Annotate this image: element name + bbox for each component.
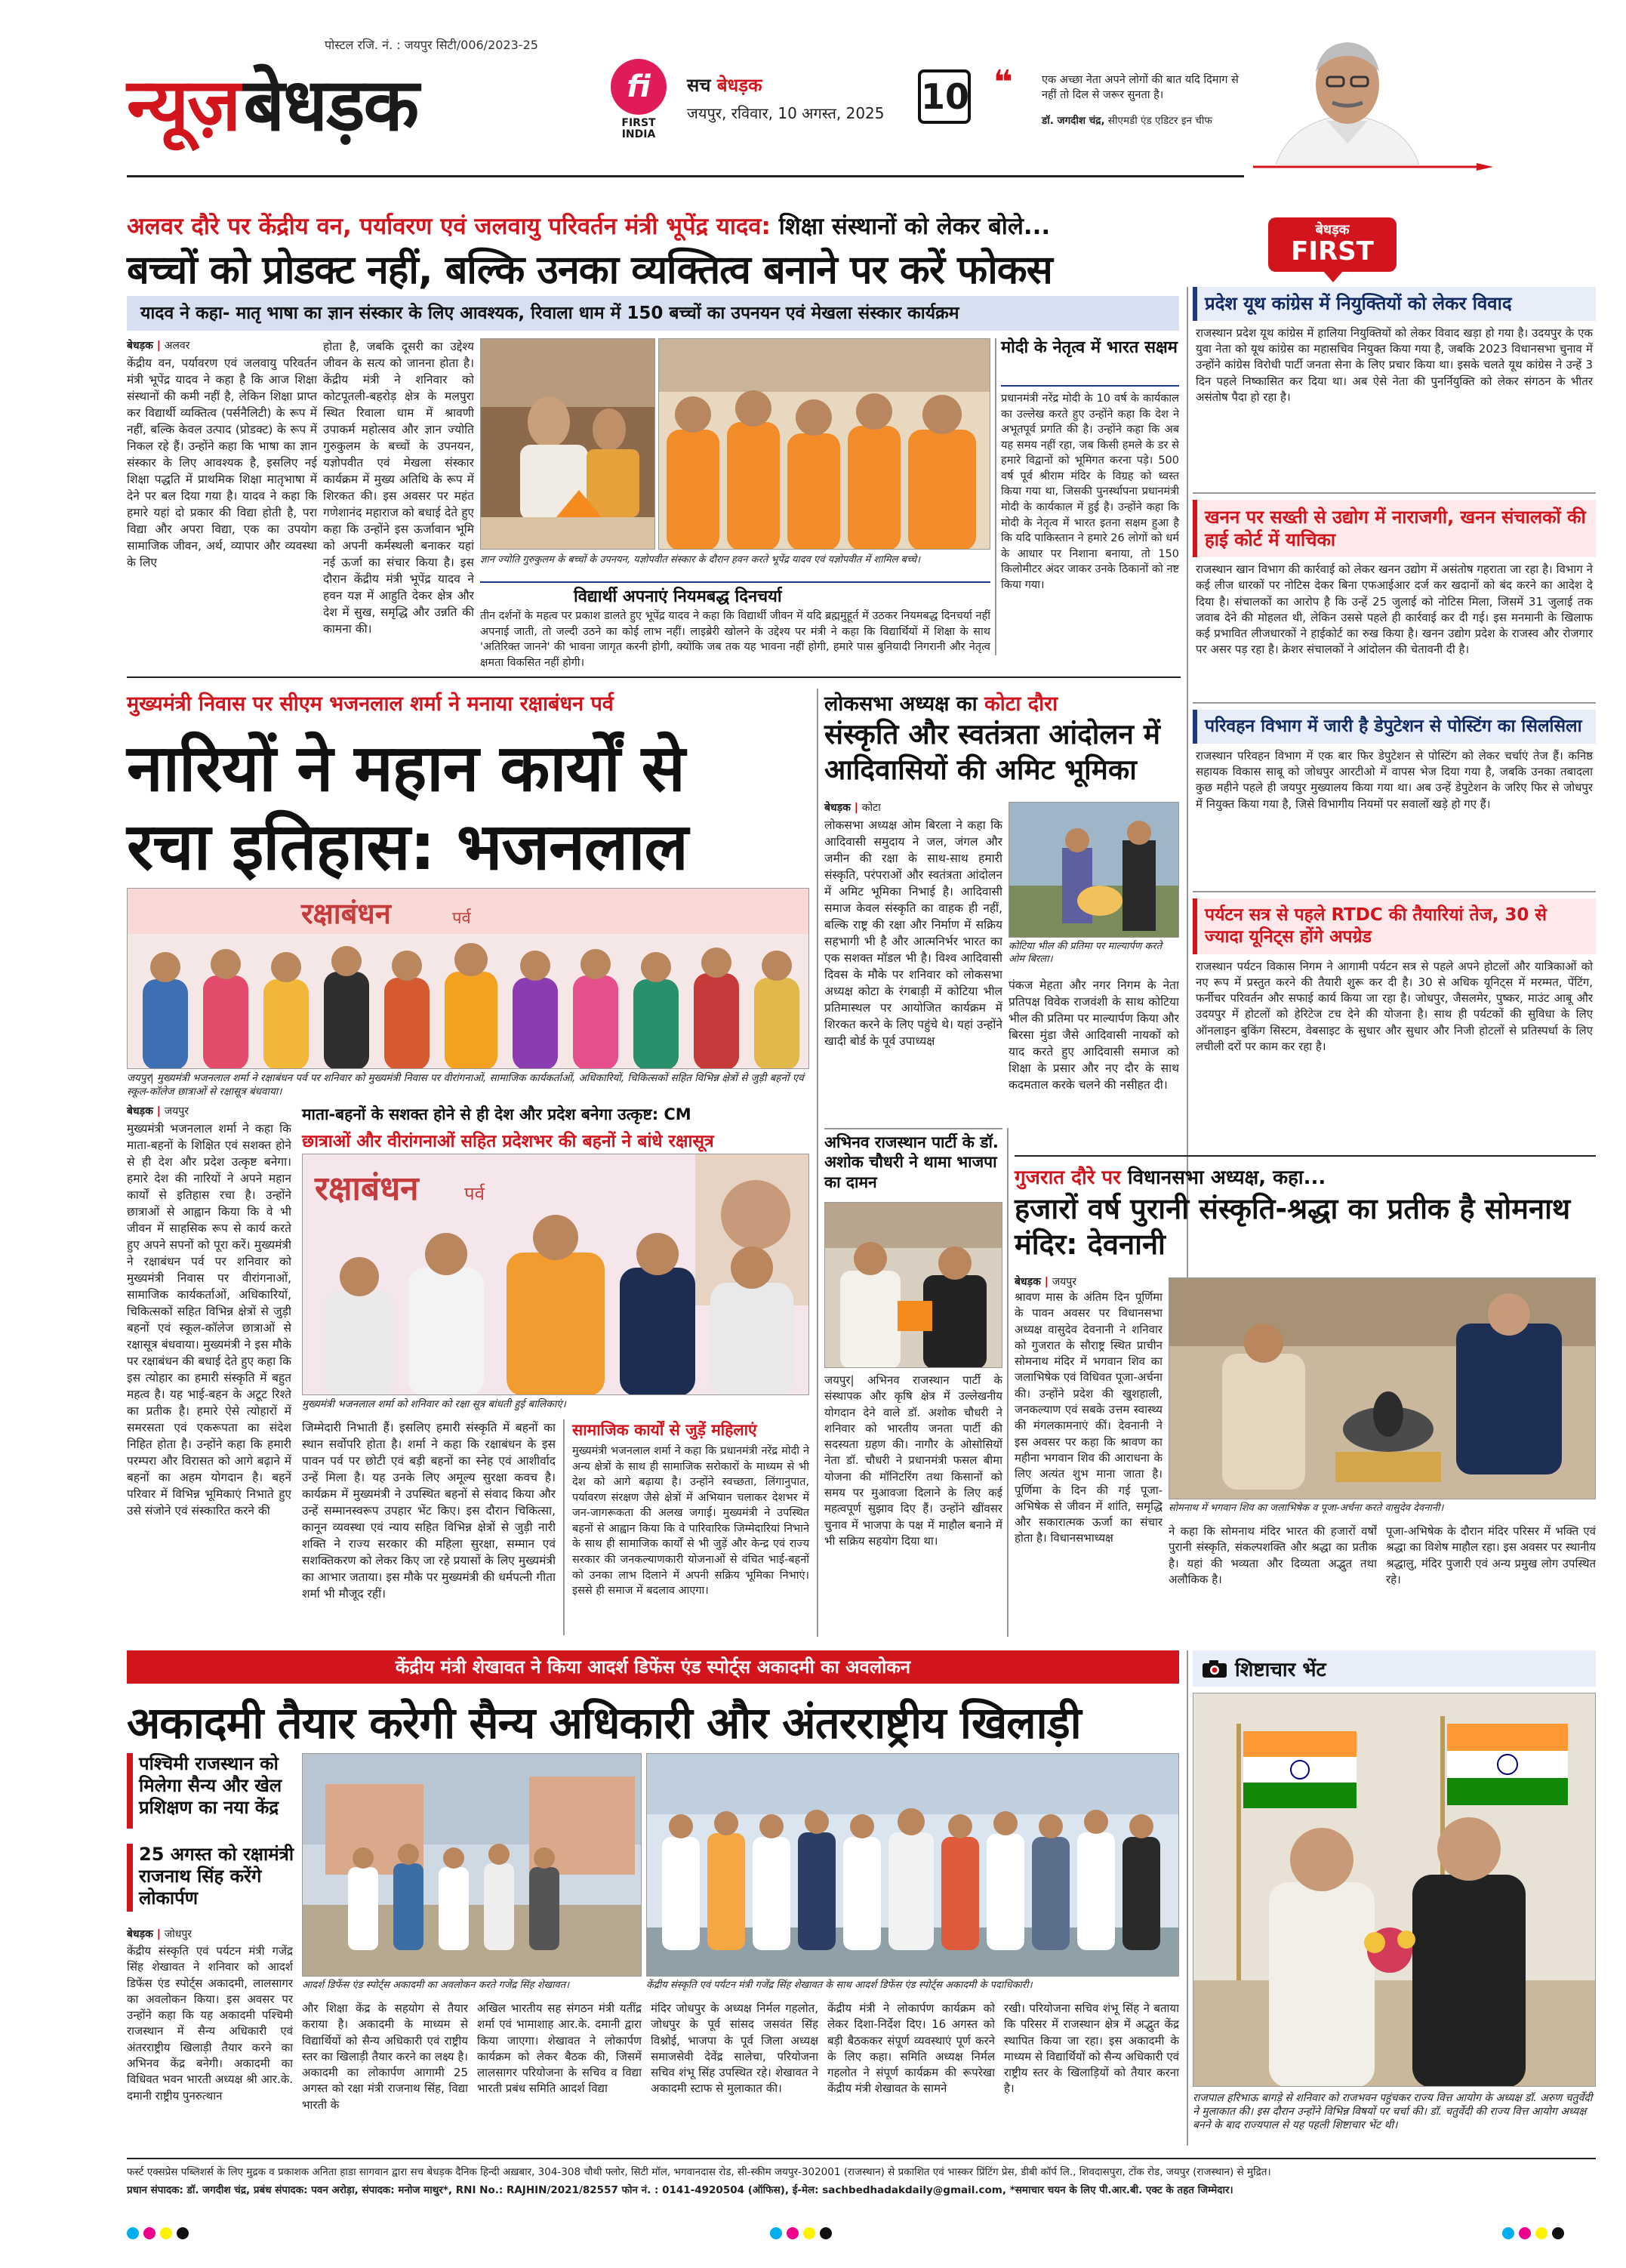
story6-dateline: बेधड़क | जोधपुर xyxy=(127,1928,192,1940)
story6-bullet2 xyxy=(127,1844,294,1912)
story5-text-bottom1: ने कहा कि सोमनाथ मंदिर भारत की हजारों वर्षों पुरानी संस्कृति, संकल्पशक्ति और श्रद्धा का प्रतीक है। यहां की भव्यता और दिव्यता अद्भुत तथा अलौकिक है। xyxy=(1169,1524,1377,1586)
story5-top-rule xyxy=(1015,1155,1596,1157)
registration-marks-center xyxy=(770,2227,836,2239)
story6-headline: अकादमी तैयार करेगी सैन्य अधिकारी और अंतरराष्ट्रीय खिलाड़ी xyxy=(127,1697,1081,1749)
svg-text:रक्षाबंधन: रक्षाबंधन xyxy=(301,897,391,930)
editor-portrait-image xyxy=(1261,30,1434,165)
first-india-logo xyxy=(608,59,669,140)
postal-reg: पोस्टल रजि. नं. : जयपुर सिटी/006/2023-25 xyxy=(325,38,538,52)
story1-side-rule xyxy=(995,338,996,655)
box4-title: पर्यटन सत्र से पहले RTDC की तैयारियां तेज, 30 से ज्यादा यूनिट्स होंगे अपग्रेड xyxy=(1193,898,1596,954)
sidebar-box-transport xyxy=(1193,710,1596,812)
story2-headline-2: रचा इतिहास: भजनलाल xyxy=(127,809,688,885)
quote-mark-icon: ❝ xyxy=(993,63,1013,102)
masthead-title xyxy=(127,53,417,151)
tagline-prefix: सच xyxy=(687,75,717,96)
story1-headline: बच्चों को प्रोडक्ट नहीं, बल्कि उनका व्यक्तित्व बनाने पर करें फोकस xyxy=(127,248,1052,293)
tagline xyxy=(687,72,762,97)
footer-line2: प्रधान संपादक: डॉ. जगदीश चंद्र, प्रबंध संपादक: पवन अरोड़ा, संपादक: मनोज माथुर*, RNI No.: RAJHIN/2021/82557 फोन नं. : 0141-4920504 (ऑफिस), ई-मेल: sachbedhadakdaily@gmail.com, *समाचार चयन के लिए पी.आर.बी. एक्ट के तहत जिम्मेदार। xyxy=(127,2184,1233,2196)
story6-dateline-source: बेधड़क xyxy=(127,1928,153,1940)
story3-photo-caption: कोटिया भील की प्रतिमा पर माल्यार्पण करते ओम बिरला। xyxy=(1009,941,1163,965)
sidebar-divider-2 xyxy=(1193,702,1596,704)
story3-text-top: लोकसभा अध्यक्ष ओम बिरला ने कहा कि आदिवासी समुदाय ने जल, जंगल और जमीन की रक्षा के साथ-साथ हमारी संस्कृति, परंपराओं और स्वतंत्रता आंदोलन में अमिट भूमिका निभाई है। आदिवासी समाज केवल संस्कृति का वाहक ही नहीं, बल्कि राष्ट्र की रक्षा और निर्माण में सक्रिय सहभागी भी है और आत्मनिर्भर भारत का एक सशक्त मॉडल भी है। विश्व आदिवासी दिवस के मौके पर शनिवार को लोकसभा अध्यक्ष कोटा के रंगबाड़ी में कोटिया भील प्रतिमास्थल पर आयोजित कार्यक्रम में शिरकत करने के लिए पहुंचे थे। यहां उन्होंने खादी बोर्ड के पूर्व उपाध्यक्ष xyxy=(824,818,1002,1048)
page-number: 10 xyxy=(918,69,971,124)
story3-dateline: बेधड़क | कोटा xyxy=(824,802,881,814)
editor-photo xyxy=(1261,30,1434,165)
story6-col5: केंद्रीय मंत्री ने लोकार्पण कार्यक्रम को लेकर दिशा-निर्देश दिए। 16 अगस्त को बड़ी बैठककर संपूर्ण व्यवस्थाएं पूर्ण करने के लिए कहा। समिति अध्यक्ष निर्मल गहलोत ने संपूर्ण कार्यक्रम की रूपरेखा केंद्रीय मंत्री शेखावत के सामने xyxy=(827,2001,995,2096)
story5-dateline-source: बेधड़क xyxy=(1015,1276,1041,1288)
story5-photo-caption: सोमनाथ में भगवान शिव का जलाभिषेक व पूजा-अर्चना करते वासुदेव देवनानी। xyxy=(1169,1502,1444,1514)
courtesy-header xyxy=(1193,1650,1596,1687)
story2-kicker: मुख्यमंत्री निवास पर सीएम भजनलाल शर्मा ने मनाया रक्षाबंधन पर्व xyxy=(127,692,614,716)
story6-photo1-caption: आदर्श डिफेंस एंड स्पोर्ट्स अकादमी का अवलोकन करते गजेंद्र सिंह शेखावत। xyxy=(302,1980,570,1991)
box2-title: खनन पर सख्ती से उद्योग में नाराजगी, खनन संचालकों की हाई कोर्ट में याचिका xyxy=(1193,500,1596,557)
story1-inset-title: विद्यार्थी अपनाएं नियमबद्ध दिनचर्या xyxy=(574,587,782,606)
story1-photo-right xyxy=(658,338,990,550)
story2-inset-photo xyxy=(302,1154,809,1395)
bullet1-text: पश्चिमी राजस्थान को मिलेगा सैन्य और खेल प्रशिक्षण का नया केंद्र xyxy=(139,1753,282,1818)
footer-line1: फर्स्ट एक्सप्रेस पब्लिशर्स के लिए मुद्रक व प्रकाशक अनिता हाडा सागवान द्वारा सच बेधड़क दैनिक हिन्दी अख़बार, 304-308 चौथी फ्लोर, सिटी मॉल, भगवानदास रोड, सी-स्कीम जयपुर-302001 (राजस्थान) से प्रकाशित एवं भास्कर प्रिंटिंग प्रेस, डीबी कॉर्प लि., शिवदासपुरा, टोंक रोड, जयपुर (राजस्थान) से मुद्रित। xyxy=(127,2166,1271,2178)
story5-photo xyxy=(1169,1277,1596,1499)
story1-col1: केंद्रीय वन, पर्यावरण एवं जलवायु परिवर्तन मंत्री भूपेंद्र यादव ने कहा है कि आज शिक्षा संस्थानों की कमी नहीं है, लेकिन शिक्षा प्राप्त कर विद्यार्थी व्यक्तित्व (पर्सनैलिटी) के रूप में नहीं, बल्कि केवल उत्पाद (प्रोडक्ट) के रूप में निकल रहे हैं। उन्होंने कहा कि भाषा का ज्ञान संस्कार के लिए आवश्यक है, इसलिए नई शिक्षा पद्धति में प्राथमिक शिक्षा मातृभाषा में देने पर बल दिया गया है। यादव ने कहा कि हमारे यहां दो प्रकार की विद्या होती है, परा विद्या और अपरा विद्या, एक का उपयोग सामाजिक जीवन, अर्थ, व्यापार और व्यवस्था के लिए xyxy=(127,356,317,569)
sidebar-box-youth-congress xyxy=(1193,287,1596,405)
story2-inset-caption: मुख्यमंत्री भजनलाल शर्मा को शनिवार को रक्षा सूत्र बांधती हुई बालिकाएं। xyxy=(302,1398,566,1410)
story3-dateline-source: बेधड़क xyxy=(824,802,851,814)
box3-text: राजस्थान परिवहन विभाग में एक बार फिर डेपुटेशन से पोस्टिंग को लेकर चर्चाएं तेज हैं। कनिष्ठ सहायक विकास साबू को जोधपुर आरटीओ में वापस भेज दिया गया है, जबकि उनका तबादला कुछ महीने पहले ही जयपुर मुख्यालय किया गया था। अब उन्हें डेपुटेशन के जरिए फिर से जोधपुर में नियुक्त किया गया है, जिसे विभागीय नियमों पर सवालों खड़े हो गए हैं। xyxy=(1196,748,1593,811)
bullet2-text: 25 अगस्त को रक्षामंत्री राजनाथ सिंह करेंगे लोकार्पण xyxy=(139,1844,294,1909)
box1-title: प्रदेश यूथ कांग्रेस में नियुक्तियों को लेकर विवाद xyxy=(1193,287,1596,321)
story5-dateline: बेधड़क | जयपुर xyxy=(1015,1276,1076,1288)
title-word-bedhadak: बेधड़क xyxy=(243,63,418,147)
courtesy-title: शिष्टाचार भेंट xyxy=(1235,1659,1326,1681)
story2-headline-1: नारियों ने महान कार्यों से xyxy=(127,731,685,806)
story6-photo1 xyxy=(302,1753,642,1977)
story5-text-left: श्रावण मास के अंतिम दिन पूर्णिमा के पावन अवसर पर विधानसभा अध्यक्ष वासुदेव देवनानी ने शनिवार को गुजरात के सौराष्ट्र स्थित प्राचीन सोमनाथ मंदिर में भगवान शिव का जलाभिषेक एवं विधिवत पूजा-अर्चना की। उन्होंने प्रदेश की खुशहाली, जनकल्याण एवं सबके उत्तम स्वास्थ्य की मंगलकामनाएं कीं। देवनानी ने इस अवसर पर कहा कि श्रावण का महीना भगवान शिव की आराधना के लिए अत्यंत शुभ माना जाता है। पूर्णिमा के दिन की गई पूजा-अभिषेक से जीवन में शांति, समृद्धि और सकारात्मक ऊर्जा का संचार होता है। विधानसभाध्यक्ष xyxy=(1015,1290,1163,1545)
story6-col4: मंदिर जोधपुर के अध्यक्ष निर्मल गहलोत, जोधपुर के पूर्व सांसद जसवंत सिंह विश्नोई, भाजपा के पूर्व जिला अध्यक्ष समाजसेवी देवेंद्र सालेचा, परियोजना सचिव शंभू सिंह उपस्थित रहे। शेखावत ने अकादमी स्टाफ से मुलाकात की। xyxy=(651,2001,818,2096)
story2-box-text: मुख्यमंत्री भजनलाल शर्मा ने कहा कि प्रधानमंत्री नरेंद्र मोदी ने अन्य क्षेत्रों के साथ ही सामाजिक सरोकारों के माध्यम से भी देश को आगे बढ़ाया है। उन्होंने स्वच्छता, लिंगानुपात, पर्यावरण संरक्षण जैसे क्षेत्रों में अभियान चलाकर देशभर में जन-जागरूकता की अलख जगाई। मुख्यमंत्री ने उपस्थित बहनों से आह्वान किया कि वे पारिवारिक जिम्मेदारियां निभाने के साथ ही सामाजिक कार्यों से भी जुड़ें और केन्द्र एवं राज्य सरकार की जनकल्याणकारी योजनाओं से वंचित भाई-बहनों को उनका लाभ दिलाने में अपनी सक्रिय भूमिका निभाएं। इससे ही समाज में बदलाव आएगा। xyxy=(572,1445,809,1598)
story1-col2: होता है, जबकि दूसरी का उद्देश्य जीवन के सत्य को जानना होता है। केंद्रीय मंत्री ने शनिवार को कोटपूतली-बहरोड़ क्षेत्र के मलपुरा स्थित रिवाला धाम में श्रावणी उपाकर्म महोत्सव और ज्ञान ज्योति गुरुकुलम के बच्चों के उपनयन, यज्ञोपवीत एवं मेखला संस्कार कार्यक्रम में मुख्य अतिथि के रूप में शिरकत की। इस अवसर पर महंत गणेशानंद महाराज को बधाई देते हुए कहा कि उन्होंने इस ऊर्जावान भूमि को अपनी कर्मस्थली बनाकर यहां नई ऊर्जा का संचार किया है। इस दौरान केंद्रीय मंत्री भूपेंद्र यादव ने हवन यज्ञ में आहुति देकर क्षेत्र और देश में सुख, समृद्धि और उन्नति की कामना की। xyxy=(323,340,474,636)
badge-top: बेधड़क xyxy=(1315,222,1350,238)
story5-headline: हजारों वर्ष पुरानी संस्कृति-श्रद्धा का प्रतीक है सोमनाथ मंदिर: देवनानी xyxy=(1015,1192,1571,1262)
story2-inset-headline: छात्राओं और वीरांगनाओं सहित प्रदेशभर की बहनों ने बांधे रक्षासूत्र xyxy=(302,1132,714,1151)
story6-col6: रखी। परियोजना सचिव शंभू सिंह ने बताया कि परिसर में राजस्थान क्षेत्र में अद्भुत केंद्र स्थापित किया जा रहा। इस अकादमी के माध्यम से विद्यार्थियों को सैन्य अधिकारी एवं राष्ट्रीय स्तर के खिलाड़ियों को तैयार करना है। xyxy=(1004,2001,1179,2096)
sidebar-divider-1 xyxy=(1193,492,1596,494)
story6-col2: और शिक्षा केंद्र के सहयोग से तैयार कराया है। अकादमी के माध्यम से विद्यार्थियों को सैन्य अधिकारी एवं राष्ट्रीय स्तर का खिलाड़ी तैयार करने का लक्ष्य है। अकादमी का लोकार्पण आगामी 25 अगस्त को रक्षा मंत्री राजनाथ सिंह, विद्या भारती के xyxy=(302,2001,468,2112)
bedhadak-first-badge xyxy=(1268,217,1397,272)
story6-kicker: केंद्रीय मंत्री शेखावत ने किया आदर्श डिफेंस एंड स्पोर्ट्स अकादमी का अवलोकन xyxy=(395,1656,911,1678)
story5-text-bottom2: पूजा-अभिषेक के दौरान मंदिर परिसर में भक्ति एवं श्रद्धा का विशेष माहौल रहा। इस अवसर पर स्थानीय श्रद्धालु, मंदिर पुजारी एवं अन्य प्रमुख लोग उपस्थित रहे। xyxy=(1386,1524,1596,1586)
badge-pointer-icon xyxy=(1323,270,1344,282)
story4-photo xyxy=(824,1202,1002,1368)
box3-title: परिवहन विभाग में जारी है डेपुटेशन से पोस्टिंग का सिलसिला xyxy=(1193,710,1596,744)
story3-vrule xyxy=(817,689,818,1637)
svg-text:पर्व: पर्व xyxy=(464,1183,485,1204)
story3-kicker xyxy=(824,689,1058,716)
story3-headline: संस्कृति और स्वतंत्रता आंदोलन में आदिवासियों की अमिट भूमिका xyxy=(824,718,1160,786)
story2-main-photo xyxy=(127,888,809,1069)
sidebar-rule xyxy=(1187,287,1188,1450)
svg-text:रक्षाबंधन: रक्षाबंधन xyxy=(315,1169,419,1208)
masthead-dateline: जयपुर, रविवार, 10 अगस्त, 2025 xyxy=(687,104,885,122)
camera-icon xyxy=(1202,1659,1227,1678)
bullet1-marker-icon xyxy=(127,1753,133,1829)
story4-headline: अभिनव राजस्थान पार्टी के डॉ. अशोक चौधरी ने थामा भाजपा का दामन xyxy=(824,1133,999,1191)
story3-photo xyxy=(1009,802,1179,938)
story3-kicker-black: लोकसभा अध्यक्ष का xyxy=(824,692,984,716)
story3-kicker-red: कोटा दौरा xyxy=(984,692,1058,716)
story1-kicker-black: शिक्षा संस्थानों को लेकर बोले... xyxy=(770,213,1051,240)
story1-inset-text: तीन दर्शनों के महत्व पर प्रकाश डालते हुए भूपेंद्र यादव ने कहा कि विद्यार्थी जीवन में यदि ब्रह्ममुहूर्त में उठकर नियमबद्ध दिनचर्या नहीं अपनाई जाती, तो जल्दी उठने का कोई लाभ नहीं। लाइब्रेरी खोलने के उद्देश्य पर मंत्री ने कहा कि विद्यार्थियों में शिक्षा के साथ 'अतिरिक्त जानने' की भावना जागृत करनी होगी, क्योंकि जब तक यह भावना नहीं होगी, हमारे पास बुनियादी निगरानी और नेतृत्व क्षमता विकसित नहीं होगी। xyxy=(480,610,990,669)
registration-marks-right xyxy=(1502,2227,1569,2239)
courtesy-vrule xyxy=(1187,1650,1188,2146)
story1-dateline-place: अलवर xyxy=(164,340,190,352)
pen-nib-line-icon xyxy=(1253,160,1495,169)
story6-col1: केंद्रीय संस्कृति एवं पर्यटन मंत्री गजेंद्र सिंह शेखावत ने शनिवार को आदर्श डिफेंस एंड स्पोर्ट्स अकादमी, लालसागर का अवलोकन किया। इस अवसर पर उन्होंने कहा कि यह अकादमी पश्चिमी राजस्थान में सैन्य अधिकारी एवं अंतरराष्ट्रीय खिलाड़ी तैयार करने का अभिनव केंद्र बनेगी। अकादमी का विधिवत भवन भारती अध्यक्ष श्री आर.के. दमानी राष्ट्रीय पुनरुत्थान xyxy=(127,1944,293,2103)
fi-circle-icon: fi xyxy=(611,59,667,115)
editor-quote: एक अच्छा नेता अपने लोगों की बात यदि दिमाग से नहीं तो दिल से जरूर सुनता है। xyxy=(1042,74,1239,102)
story2-col2: जिम्मेदारी निभाती हैं। इसलिए हमारी संस्कृति में बहनों का स्थान सर्वोपरि होता है। शर्मा ने कहा कि रक्षाबंधन के इस पावन पर्व पर छोटी एवं बड़ी बहनों का स्नेह एवं आशीर्वाद उन्हें मिला है। यह उनके लिए अमूल्य सुरक्षा कवच है। कार्यक्रम में मुख्यमंत्री ने उपस्थित बहनों से संवाद किया और उन्हें सम्मानस्वरूप उपहार भेंट किए। इस दौरान चिकित्सा, कानून व्यवस्था एवं न्याय सहित विभिन्न क्षेत्रों से जुड़ी नारी शक्ति ने राज्य सरकार की महिला सुरक्षा, सम्मान एवं सशक्तिकरण को लेकर किए जा रहे प्रयासों के लिए मुख्यमंत्री का आभार जताया। इस मौके पर मुख्यमंत्री की धर्मपत्नी गीता शर्मा भी मौजूद रहीं। xyxy=(302,1421,556,1601)
story1-inset-title-box xyxy=(480,581,990,583)
section-rule-2 xyxy=(127,676,1181,678)
story5-vrule xyxy=(1007,1128,1009,1637)
story4-rule xyxy=(824,1128,1002,1129)
story6-dateline-place: जोधपुर xyxy=(164,1928,192,1940)
bullet2-marker-icon xyxy=(127,1844,133,1912)
sidebar-box-mining xyxy=(1193,500,1596,658)
story2-dateline-source: बेधड़क xyxy=(127,1105,153,1117)
footer-rule xyxy=(127,2158,1596,2159)
story2-inset-kicker: माता-बहनों के सशक्त होने से ही देश और प्रदेश बनेगा उत्कृष्ट: CM xyxy=(302,1105,691,1123)
story5-dateline-place: जयपुर xyxy=(1052,1276,1076,1288)
story1-kicker-red: अलवर दौरे पर केंद्रीय वन, पर्यावरण एवं जलवायु परिवर्तन मंत्री भूपेंद्र यादव: xyxy=(127,213,771,240)
quote-author-role: सीएमडी एंड एडिटर इन चीफ xyxy=(1104,115,1212,127)
story6-photo2 xyxy=(646,1753,1179,1977)
story1-dateline-source: बेधड़क xyxy=(127,340,153,352)
story2-box xyxy=(563,1419,809,1635)
story1-side-title-line xyxy=(1001,385,1179,387)
story2-dateline-place: जयपुर xyxy=(164,1105,189,1117)
story1-side-title: मोदी के नेतृत्व में भारत सक्षम xyxy=(1001,338,1178,357)
box2-text: राजस्थान खान विभाग की कार्रवाई को लेकर खनन उद्योग में असंतोष गहराता जा रहा है। विभाग ने कई लीज धारकों पर नोटिस देकर बिना एफआईआर दर्ज कर खदानों को बंद करने का आदेश दे दिया है। संचालकों का आरोप है कि उन्हें 25 जुलाई को नोटिस मिला, जिसमें 31 जुलाई तक जवाब देने की मोहलत थी, लेकिन उससे पहले ही कार्रवाई कर दी गई। इस मनमानी के खिलाफ कई प्रभावित लीजधारकों ने हाईकोर्ट का रुख किया है। खनन उद्योग प्रदेश के राजस्व और रोजगार पर असर पड़ रहा है। क्रेशर संचालकों ने आंदोलन की चेतावनी दी है। xyxy=(1196,562,1593,657)
badge-bottom: FIRST xyxy=(1291,236,1374,267)
story3-dateline-place: कोटा xyxy=(861,802,881,814)
svg-text:पर्व: पर्व xyxy=(452,909,471,928)
box1-text: राजस्थान प्रदेश यूथ कांग्रेस में हालिया नियुक्तियों को लेकर विवाद खड़ा हो गया है। उदयपुर के एक युवा नेता को यूथ कांग्रेस का महासचिव नियुक्त किया गया है, जबकि 2023 विधानसभा चुनाव में उन्होंने कांग्रेस विरोधी पार्टी जनता सेना के लिए प्रचार किया था। इसके चलते यूथ कांग्रेस ने उन्हें 3 दिन पहले निष्कासित कर दिया था। अब ऐसे नेता की पुनर्नियुक्ति को लेकर संगठन के भीतर असंतोष पैदा हो रहा है। xyxy=(1196,325,1593,404)
story6-photo2-caption: केंद्रीय संस्कृति एवं पर्यटन मंत्री गजेंद्र सिंह शेखावत के साथ आदर्श डिफेंस एंड स्पोर्ट्स अकादमी के पदाधिकारी। xyxy=(646,1980,1033,1991)
story1-dateline: बेधड़क | अलवर xyxy=(127,340,190,352)
story1-subhead: यादव ने कहा- मातृ भाषा का ज्ञान संस्कार के लिए आवश्यक, रिवाला धाम में 150 बच्चों का उपनयन एवं मेखला संस्कार कार्यक्रम xyxy=(127,296,1179,331)
registration-marks-left xyxy=(127,2227,193,2239)
sidebar-divider-3 xyxy=(1193,891,1596,892)
story2-box-title: सामाजिक कार्यों से जुड़ें महिलाएं xyxy=(572,1421,757,1439)
sidebar-box-rtdc xyxy=(1193,898,1596,1055)
story6-col3: अखिल भारतीय सह संगठन मंत्री यतींद्र शर्मा एवं भामाशाह आर.के. दमानी द्वारा किया जाएगा। शेखावत ने लोकार्पण कार्यक्रम को लेकर बैठक की, जिसमें लालसागर परियोजना के सचिव व विद्या भारती प्रबंध समिति आदर्श विद्या xyxy=(477,2001,642,2096)
courtesy-caption: राजपाल हरिभाऊ बागड़े से शनिवार को राजभवन पहुंचकर राज्य वित्त आयोग के अध्यक्ष डॉ. अरुण चतुर्वेदी ने मुलाकात की। इस दौरान उन्होंने विभिन्न विषयों पर चर्चा की। डॉ. चतुर्वेदी की राज्य वित्त आयोग अध्यक्ष बनने के बाद राज्यपाल से यह पहली शिष्टाचार भेंट थी। xyxy=(1193,2092,1593,2132)
quote-author: डॉ. जगदीश चंद्र, xyxy=(1042,115,1105,127)
box4-text: राजस्थान पर्यटन विकास निगम ने आगामी पर्यटन सत्र से पहले अपने होटलों और यात्रिकाओं को नए रूप में प्रस्तुत करने की तैयारी शुरू कर दी है। 30 से अधिक यूनिट्स में मरम्मत, पेंटिंग, फर्नीचर परिवर्तन और सफाई कार्य किया जा रहा है। जोधपुर, जैसलमेर, पुष्कर, माउंट आबू और उदयपुर में होटलों को हेरिटेज टच देने की योजना है। साथ ही पर्यटकों की सुविधा के लिए ऑनलाइन बुकिंग सिस्टम, वेबसाइट के सुधार और सुधार और निजी होटलों से प्रतिस्पर्धा के लिए लचीली दरों पर काम कर रहा है। xyxy=(1196,959,1593,1053)
first-india-label: FIRST INDIA xyxy=(621,117,656,140)
tagline-brand: बेधड़क xyxy=(716,75,762,96)
story5-kicker-black: विधानसभा अध्यक्ष, कहा... xyxy=(1120,1166,1326,1189)
masthead-divider xyxy=(127,175,1244,177)
story2-dateline: बेधड़क | जयपुर xyxy=(127,1105,189,1117)
story1-photo-left xyxy=(480,338,655,550)
courtesy-photo xyxy=(1193,1693,1596,2087)
story1-side-text: प्रधानमंत्री नरेंद्र मोदी के 10 वर्ष के कार्यकाल का उल्लेख करते हुए उन्होंने कहा कि देश ने अभूतपूर्व प्रगति की है। उन्होंने कहा कि अब यह समय नहीं रहा, जब किसी हमले के डर से हमारे विद्वानों को भूमिगत करना पड़े। 500 वर्ष पूर्व श्रीराम मंदिर के विग्रह को ध्वस्त किया गया था, जिसकी पुनर्स्थापना प्रधानमंत्री मोदी के कार्यकाल में हुई है। उन्होंने कहा कि मोदी के नेतृत्व में भारत इतना सक्षम हुआ है कि यदि पाकिस्तान ने हमारे 26 लोगों को धर्म के आधार पर निशाना बनाया, तो 150 किलोमीटर अंदर जाकर उनके ठिकानों को नष्ट किया गया। xyxy=(1001,393,1179,591)
quote-author-line xyxy=(1042,113,1291,127)
story4-text: जयपुर| अभिनव राजस्थान पार्टी के संस्थापक और कृषि क्षेत्र में उल्लेखनीय योगदान देने वाले डॉ. अशोक चौधरी ने शनिवार को भारतीय जनता पार्टी की सदस्यता ग्रहण की। नागौर के ओसोसियों नेता डॉ. चौधरी ने प्रधानमंत्री फसल बीमा योजना की मॉनिटरिंग तथा किसानों को समय पर मुआवजा दिलाने के लिए कई महत्वपूर्ण सुझाव दिए हैं। उन्होंने खींवसर चुनाव में भाजपा के पक्ष में माहौल बनाने में भी सक्रिय सहयोग दिया था। xyxy=(824,1373,1002,1548)
story1-kicker xyxy=(127,210,1184,242)
story3-text-right: पंकज मेहता और नगर निगम के नेता प्रतिपक्ष विवेक राजवंशी के साथ कोटिया भील की प्रतिमा पर माल्यार्पण किया और बिरसा मुंडा जैसे आदिवासी नायकों को याद करते हुए आदिवासी समाज को शिक्षा के प्रसार और नए दौर के साथ कदमताल करके चलने की नसीहत दी। xyxy=(1009,978,1179,1092)
story6-bullet1 xyxy=(127,1753,294,1829)
story2-main-caption: जयपुर| मुख्यमंत्री भजनलाल शर्मा ने रक्षाबंधन पर्व पर शनिवार को मुख्यमंत्री निवास पर वीरांगनाओं, सामाजिक कार्यकर्ताओं, अधिकारियों, चिकित्सकों सहित विभिन्न क्षेत्रों से जुड़ी बहनों एवं स्कूल-कॉलेज छात्राओं से रक्षासूत्र बंधवाया। xyxy=(127,1072,804,1098)
title-word-news: न्यूज़ xyxy=(127,63,240,147)
story5-kicker-red: गुजरात दौरे पर xyxy=(1015,1166,1121,1189)
story1-photo-caption: ज्ञान ज्योति गुरुकुलम के बच्चों के उपनयन, यज्ञोपवीत संस्कार के दौरान हवन करते भूपेंद्र यादव एवं यज्ञोपवीत में शामिल बच्चे। xyxy=(480,554,921,565)
story5-kicker xyxy=(1015,1163,1326,1190)
story2-col1: मुख्यमंत्री भजनलाल शर्मा ने कहा कि माता-बहनों के शिक्षित एवं सशक्त होने से ही देश और प्रदेश उत्कृष्ट बनेगा। हमारे देश की नारियों ने अपने महान कार्यों से इतिहास रचा है। उन्होंने छात्राओं से आह्वान किया कि वे भी जीवन में साहसिक रूप से कार्य करते हुए अपने सपनों को पूरा करें। मुख्यमंत्री ने रक्षाबंधन पर्व पर शनिवार को मुख्यमंत्री निवास पर वीरांगनाओं, सामाजिक कार्यकर्ताओं, अधिकारियों, चिकित्सकों सहित विभिन्न क्षेत्रों से जुड़ी बहनों एवं स्कूल-कॉलेज छात्राओं से रक्षासूत्र बंधवाया। मुख्यमंत्री ने इस मौके पर रक्षाबंधन की बधाई देते हुए कहा कि इस त्योहार का हमारी संस्कृति में बहुत महत्व है। यह भाई-बहन के अटूट रिश्ते का प्रतीक है। हमारे ऐसे त्योहारों में समरसता एवं एकरूपता का संदेश निहित होता है। उन्होंने कहा कि हमारी परम्परा और विरासत को आगे बढ़ाने में बहनों का अहम योगदान है। बहनें परिवार में विभिन्न भूमिकाएं निभाते हुए उसे संजोने एवं संस्कारित करने की xyxy=(127,1122,291,1518)
